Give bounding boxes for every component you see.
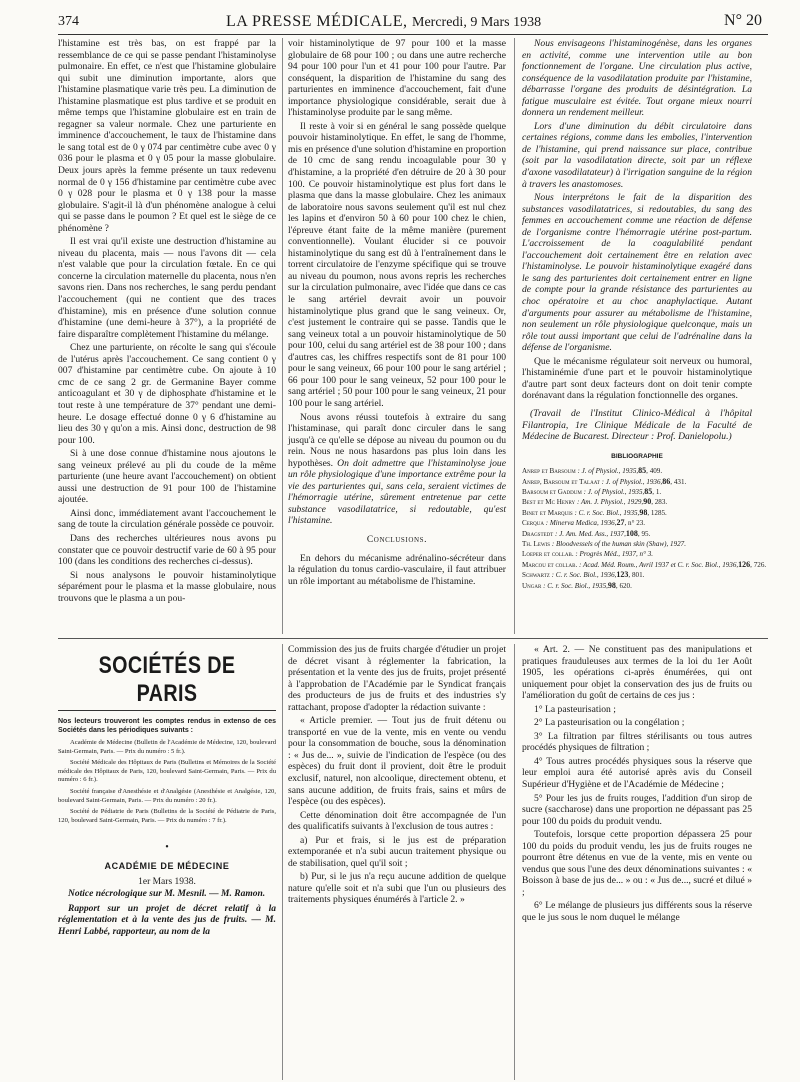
bib-authors: Cerqua [522, 519, 544, 528]
paragraph: 4° Tous autres procédés physiques sous la réserve que leur emploi aura été autorisé après avis du Conseil Supérieur d'Hygiène et de l'Académie de Médecine ; [522, 755, 752, 791]
journal-name: LA PRESSE MÉDICALE, [226, 13, 408, 30]
bibliography-entry [522, 518, 752, 528]
bibliography-entry [522, 497, 752, 507]
paragraph: b) Pur, si le jus n'a reçu aucune addition de quelque nature qu'elle soit et n'a subi que l'un ou plusieurs des traitements physiques énumérés à l'article 2. » [288, 871, 506, 906]
paragraph: 6° Le mélange de plusieurs jus différents sous la réserve que le jus sous le nom duquel le mélange [522, 900, 752, 924]
author-affiliation: (Travail de l'Institut Clinico-Médical à l'hôpital Filantropia, 1re Clinique Médicale de la Faculté de Médecine de Bucarest. Directeur : Prof. Danielopolu.) [522, 407, 752, 443]
bib-volume: 86 [662, 476, 671, 486]
societes-intro: Nos lecteurs trouveront les comptes rendus in extenso de ces Sociétés dans les périodiques suivants : [58, 710, 276, 735]
bib-volume: 85 [638, 466, 647, 476]
paragraph: Il est vrai qu'il existe une destruction d'histamine au niveau du placenta, mais — nous l'avons dit — cela n'est valable que pour la circulation fœtale. En ce qui concerne la circulation maternelle du placenta, nous n'en savons rien. Dans nos recherches, le sang perdu pendant l'accouchement (qui ne contient que des traces d'histamine), mis en présence d'une solution connue d'histamine (une demi-heure à 37°), a la propriété de faire disparaître complètement l'histamine du mélange. [58, 236, 276, 340]
paragraph: Commission des jus de fruits chargée d'étudier un projet de décret visant à réglementer la fabrication, la présentation et la vente des jus de fruits, projet présenté à l'approbation de l'Académie par le Syndicat français des producteurs de jus de fruits et des industries s'y rattachant, propose d'adopter la rédaction suivante : [288, 644, 506, 713]
list-item: Société de Pédiatrie de Paris (Bulletins de la Société de Pédiatrie de Paris, 120, boulevard Saint-Germain, Paris. — Prix du numéro : 7 fr.). [58, 808, 276, 824]
italic-conclusion: On doit admettre que l'histaminolyse joue un rôle physiologique d'une importance extrême pour la vie des parturientes qui, sans cela, seraient victimes de l'hémorragie utérine, sûrement entretenue par cette substance vasodilatatrice, si redoutable, qu'est l'histamine. [288, 457, 506, 527]
bib-volume: 98 [607, 580, 616, 590]
bibliography-heading: BIBLIOGRAPHIE [611, 452, 663, 460]
paragraph: Que le mécanisme régulateur soit nerveux ou humoral, l'histaminémie d'une part et le pouvoir histaminolytique d'autre part sont deux facteurs dont on doit tenir compte dorénavant dans la régulation fonctionnelle des organes. [522, 355, 752, 402]
paragraph: a) Pur et frais, si le jus est de préparation extemporanée et n'a subi aucun traitement physique ou de stabilisation, quel qu'il soit ; [288, 834, 506, 869]
bibliography-entry [522, 477, 752, 487]
societes-column [58, 644, 276, 1080]
column-divider [514, 38, 515, 634]
bib-page: , 1. [652, 487, 662, 496]
list-item: Académie de Médecine (Bulletin de l'Académie de Médecine, 120, boulevard Saint-Germain, Paris. — Prix du numéro : 5 fr.). [58, 739, 276, 755]
paragraph: 2° La pasteurisation ou la congélation ; [534, 717, 685, 729]
bib-page: , 801. [628, 571, 645, 580]
bibliography-entry [522, 570, 752, 580]
conclusions-paragraph: En dehors du mécanisme adrénalino-sécréteur dans la régulation du tonus cardio-vasculaire, il faut attribuer un rôle important au métabolisme de l'histamine. [288, 552, 506, 587]
bib-reference: : Bloodvessels of the human skin (Shaw), 1927. [551, 539, 686, 548]
societes-title: SOCIÉTÉS DE PARIS [98, 652, 236, 707]
paragraph: 3° La filtration par filtres stérilisants ou tous autres procédés physiques de filtration ; [522, 730, 752, 754]
paragraph: Nous interprétons le fait de la disparition des substances vasodilatatrices, si redoutables, du sang des femmes en accouchement comme une réaction de défense de l'organisme contre l'hémorragie utérine post-partum. L'accroissement de la coagulabilité pendant l'accouchement doit certainement être en relation avec l'histaminolyse. Le pouvoir histaminolytique exagéré dans le sang des parturientes doit certainement entrer en ligne de compte pour la grande résistance des parturientes au choc opératoire et au choc anaphylactique. Autant d'arguments pour assurer au métabolisme de l'histamine, non seulement un rôle physiologique quelconque, mais un rôle tout aussi important que celui de l'adrénaline dans la défense de l'organisme. [522, 192, 752, 354]
article-column-2 [288, 38, 506, 634]
bib-reference: : Minerva Medica, 1936, [545, 519, 617, 528]
bib-volume: 123 [616, 570, 629, 580]
bib-page: , 620. [615, 581, 632, 590]
bib-page: , 409. [646, 467, 663, 476]
bib-reference: : J. of Physiol., 1935, [583, 487, 645, 496]
bib-page: , 1285. [647, 508, 667, 517]
bib-page: , n° 23. [624, 519, 646, 528]
bib-reference: : Progrès Méd., 1937, n° 3. [575, 550, 654, 559]
bibliography-entry [522, 559, 767, 570]
notice-necrologique: Notice nécrologique sur M. Mesnil. — M. Ramon. [68, 889, 266, 900]
bib-reference: : C. r. Soc. Biol., 1935, [574, 508, 640, 517]
bibliography-entry [522, 487, 752, 497]
paragraph: Chez une parturiente, on récolte le sang qui s'écoule de l'utérus après l'accouchement. Ce sang contient 0 γ 007 d'histamine par centimètre cube. On ajoute à 10 cmc de ce sang 2 gr. de Germanine Bayer comme anticoagulant et 30 γ de diphosphate d'histamine et le tout reste à une température de 37° pendant une demi-heure. Le dosage effectué donne 0 γ 6 d'histamine au lieu des 30 γ qu'on a mis. Ainsi donc, destruction de 98 pour 100. [58, 342, 276, 446]
article-column-3 [522, 38, 767, 634]
paragraph: Si nous analysons le pouvoir histaminolytique séparément pour le plasma et la masse globulaire, nous trouvons que le plasma a un pou- [58, 569, 276, 604]
paragraph: Toutefois, lorsque cette proportion dépassera 25 pour 100 du poids du produit vendu, les jus de fruits rouges ne pourront être détenus en vue de la vente, mis en vente ou vendus que sous l'une des deux dénominations suivantes : « Boisson à base de jus de... » ou : « Jus de..., sucré et dilué » ; [522, 829, 752, 898]
bib-authors: Ungar [522, 581, 542, 590]
bib-reference: : Am. J. Physiol., 1929, [576, 498, 644, 507]
bib-volume: 126 [738, 559, 751, 569]
bib-reference: : J. of Physiol., 1936, [601, 477, 663, 486]
column-divider [282, 644, 283, 1080]
paragraph: « Art. 2. — Ne constituent pas des manipulations et pratiques frauduleuses aux termes de la loi du 1er Août 1905, les opérations ci-après énumérées, qui ont uniquement pour objet la conservation des jus de fruits ou l'amélioration du goût de certains de ces jus : [522, 644, 752, 702]
conclusions-heading: Conclusions. [366, 534, 428, 545]
issue-date: Mercredi, 9 Mars 1938 [412, 15, 542, 30]
bib-page: , 431. [670, 477, 687, 486]
academie-heading: ACADÉMIE DE MÉDECINE [104, 861, 230, 872]
paragraph: Nous envisageons l'histaminogénèse, dans les organes en activité, comme une intervention utile au bon fonctionnement de l'organe. Une circulation plus active, conséquence de la vasodilatation produite par l'histamine, débarrasse l'organe des produits de désintégration. La fatigue musculaire est évitée. Tout organe mieux nourri donnera un rendement meilleur. [522, 38, 752, 119]
paragraph: 1° La pasteurisation ; [534, 703, 616, 715]
paragraph: l'histamine est très bas, on est frappé par la ressemblance de ce qui se passe pendant l'histaminolyse pulmonaire. En effet, ce n'est que l'histamine globulaire qui subit une diminution importante, alors que l'histamine plasmatique varie très peu. La diminution de l'histamine plasmatique est plus tardive et se produit en même temps que l'histamine globulaire est en train de regagner sa valeur normale. Chez une parturiente en imminence d'accouchement, le taux de l'histamine dans le sang total est de 0 γ 074 par centimètre cube avec 0 γ 036 pour le plasma et 0 γ 05 pour la masse globulaire. Deux jours après la femme présente un taux redevenu normal de 0 γ 156 d'histamine par centimètre cube avec 0 γ 028 pour le plasma et 0 γ 138 pour la masse globulaire. S'agit-il là d'un phénomène analogue à celui qui se passe dans le poumon ? Et quel est le siège de ce phénomène ? [58, 38, 276, 234]
bibliography-list [522, 466, 767, 591]
bib-authors: Best et Mc Henry [522, 498, 576, 507]
bib-authors: Anrep, Barsoum et Talaat [522, 477, 600, 486]
bib-authors: Schwartz [522, 571, 550, 580]
societes-list [58, 739, 276, 825]
bib-reference: : C. r. Soc. Biol., 1936, [551, 571, 617, 580]
decret-column-1 [288, 644, 506, 1080]
rapport-title: Rapport sur un projet de décret relatif à la réglementation et à la vente des jus de fruits. — M. Henri Labbé, rapporteur, au nom de la [58, 903, 276, 937]
bib-page: , 95. [637, 529, 651, 538]
bib-authors: Dragstedt [522, 529, 554, 538]
bib-page: , 726. [750, 560, 767, 569]
bib-authors: Marcou et collab. [522, 560, 578, 569]
paragraph: Dans des recherches ultérieures nous avons pu constater que ce pouvoir destructif varie de 60 à 95 pour 100 (dans les conditions des recherches ci-dessus). [58, 532, 276, 568]
paragraph: Cette dénomination doit être accompagnée de l'un des qualificatifs suivants à l'exclusion de tous autres : [288, 809, 506, 833]
paragraph [288, 412, 506, 527]
bib-authors: Loeper et collab. [522, 550, 574, 559]
session-date: 1er Mars 1938. [138, 877, 196, 888]
bib-reference: : Acad. Méd. Roum., Avril 1937 et C. r. Soc. Biol., 1936, [579, 560, 739, 569]
bib-volume: 27 [616, 518, 625, 528]
decret-column-2 [522, 644, 752, 1080]
bibliography-entry [522, 529, 752, 539]
paragraph-text: Nous avons réussi toutefois à extraire du sang l'histaminase, qui paraît donc circuler dans le sang jusqu'à ce qu'elle se dépose au niveau du poumon ou du rein. Nous ne nous hasardons pas plus loin dans les hypothèses. [288, 411, 506, 469]
paragraph: 5° Pour les jus de fruits rouges, l'addition d'un sirop de sucre (saccharose) dans une proportion ne dépassant pas 25 pour 100 du poids du produit vendu. [522, 792, 752, 827]
bibliography-entry [522, 549, 752, 559]
issue-number: N° 20 [724, 12, 762, 29]
list-item: Société Médicale des Hôpitaux de Paris (Bulletins et Mémoires de la Société médicale des Hôpitaux de Paris, 120, boulevard Saint-Germain, Paris. — Prix du numéro : 6 fr.). [58, 759, 276, 784]
page-number: 374 [58, 14, 79, 29]
journal-title [226, 13, 541, 31]
separator-bullet: • [165, 842, 169, 854]
bib-authors: Barsoum et Gaddum [522, 487, 582, 496]
paragraph: « Article premier. — Tout jus de fruit détenu ou transporté en vue de la vente, mis en vente ou vendu pour la consommation de bouche, sous la dénomination : « Jus de... », suivie de l'indication de l'espèce (ou des espèces) du fruit dont il provient, doit être le produit exclusif, naturel, non alcoolique, directement obtenu, et sans aucune addition, de fruits frais, sains et mûrs de l'espèce (ou des espèces). [288, 715, 506, 808]
column-divider [282, 38, 283, 634]
paragraph: voir histaminolytique de 97 pour 100 et la masse globulaire de 68 pour 100 ; ou dans une autre recherche 94 pour 100 pour l'un et 41 pour 100 pour l'autre. Par conséquent, la disparition de l'histamine du sang des parturientes en imminence d'accouchement, fait d'une importance physiologique considérable, serait due à l'histaminolyse produite par le sang même. [288, 38, 506, 119]
paragraph: Lors d'une diminution du débit circulatoire dans certaines régions, comme dans les embolies, l'intervention de l'histamine, qui prend naissance sur place, contribue (soit par la vasodilatation directe, soit par un réflexe d'axone vasodilatateur) à l'irrigation sanguine de la région à travers les anastomoses. [522, 120, 752, 190]
paragraph: Il reste à voir si en général le sang possède quelque pouvoir histaminolytique. En effet, le sang de l'homme, mis en présence d'une solution d'histamine en proportion de 10 cmc de sang rendu incoagulable pour 30 γ d'histamine, a la propriété d'en détruire de 20 à 30 pour 100. Ce pouvoir histaminolytique est plus fort dans le plasma que dans la masse globulaire. Chez les animaux de laboratoire nous savons seulement qu'il est nul chez les lapins et d'environ 50 à 60 pour 100 chez le chien, l'épreuve étant faite de la même manière (purement conventionnelle). Voulant élucider si ce pouvoir histaminolytique du sang est dû à l'entraînement dans le torrent circulatoire de l'enzyme spécifique qui se trouve au niveau du poumon, nous avons repris les recherches sur la circulation pulmonaire, avec l'idée que dans ce cas le sang artériel devrait avoir un pouvoir histaminolytique plus grand que le sang veineux. Or, c'est justement le contraire qui se passe. Tandis que le sang veineux total a un pouvoir histaminolytique de 50 pour 100, celui du sang artériel est de 38 pour 100 ; dans d'autres cas, les chiffres respectifs sont de 81 pour 100 pour le sang veineux, 66 pour 100 pour le sang artériel ; 66 pour 100 pour le sang veineux, 52 pour 100 pour le sang artériel ; 50 pour 100 pour le sang veineux, 21 pour 100 pour le sang artériel. [288, 120, 506, 409]
bib-reference: : C. r. Soc. Biol., 1935, [543, 581, 608, 590]
bibliography-entry [522, 466, 752, 476]
bib-volume: 90 [643, 497, 652, 507]
bib-authors: Anrep et Barsoum [522, 467, 576, 476]
bib-volume: 98 [639, 507, 648, 517]
bib-authors: Th. Lewis [522, 539, 551, 548]
paragraph: Ainsi donc, immédiatement avant l'accouchement le sang de toute la circulation générale possède ce pouvoir. [58, 507, 276, 531]
bib-reference: : J. Am. Med. Ass., 1937, [555, 529, 626, 538]
list-item: Société française d'Anesthésie et d'Analgésie (Anesthésie et Analgésie, 120, boulevard Saint-Germain, Paris. — Prix du numéro : 20 fr.). [58, 787, 276, 804]
bib-authors: Binet et Marquis [522, 508, 573, 517]
bibliography-entry [522, 508, 752, 518]
bib-reference: : J. of Physiol., 1935, [577, 467, 639, 476]
bib-page: , 283. [651, 498, 668, 507]
bibliography-entry [522, 581, 752, 591]
section-divider [58, 638, 768, 639]
paragraph: Si à une dose connue d'histamine nous ajoutons le sang veineux prélevé au pli du coude de la même parturiente (une heure avant l'accouchement) on obtient aussi une destruction de 91 pour 100 de l'histamine ajoutée. [58, 448, 276, 506]
article-column-1 [58, 38, 276, 634]
page-header [58, 8, 768, 35]
bibliography-entry [522, 539, 752, 549]
column-divider [514, 644, 515, 1080]
bib-volume: 85 [644, 486, 653, 496]
bib-volume: 108 [625, 528, 638, 538]
